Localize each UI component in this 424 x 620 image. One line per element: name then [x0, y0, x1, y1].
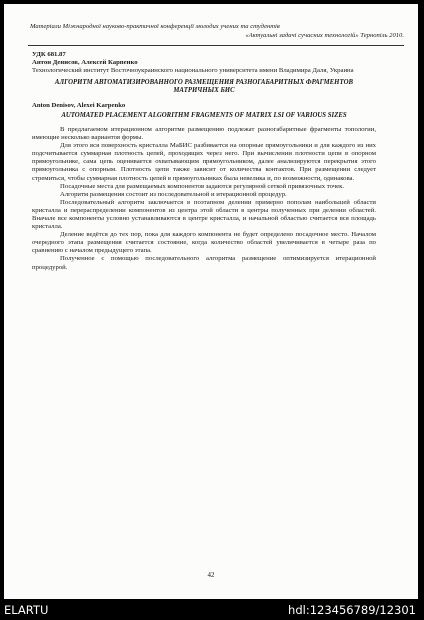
paragraph: Полученное с помощью последовательного алгоритма размещение оптимизируется итерационной процедурой.: [32, 255, 376, 271]
title-ru: АЛГОРИТМ АВТОМАТИЗИРОВАННОГО РАЗМЕЩЕНИЯ РАЗНОГАБАРИТНЫХ ФРАГМЕНТОВ МАТРИЧНЫХ БИС: [54, 79, 354, 95]
authors-ru: Антон Денисов, Алексей Карпенко: [32, 59, 138, 67]
paragraph: Посадочные места для размещаемых компонентов задаются регулярной сеткой привязочных точек.: [60, 182, 344, 190]
page-number: 42: [207, 571, 215, 579]
authors-en: Anton Denisov, Alexei Karpenko: [32, 101, 126, 109]
header-line-2: «Актуальні задачі сучасних технологій» Тернопіль 2010.: [245, 32, 404, 39]
header-rule: [28, 45, 404, 46]
udk-code: УДК 681.87: [32, 51, 66, 58]
conference-header: [30, 22, 404, 40]
paragraph: Последовательный алгоритм заключается в поэтапном делении примерно пополам наибольшей области кристалла и перераспределении компонентов из центра этой области в центры полученных при делении областей. Вначале все компоненты условно устанавливаются в центре кристалла, и начальной областью считается вся площадь кристалла.: [32, 198, 376, 231]
paragraph: Деление ведётся до тех пор, пока для каждого компонента не будет определено посадочное место. Началом очередного этапа размещения считается состояние, когда количество областей увеличивается в четыре раза по сравнению с началом предыдущего этапа.: [32, 231, 376, 255]
paragraph: Алгоритм размещения состоит из последовательной и итерационной процедур.: [60, 190, 287, 198]
title-en: AUTOMATED PLACEMENT ALGORITHM FRAGMENTS OF MATRIX LSI OF VARIOUS SIZES: [61, 111, 347, 119]
repository-name: ELARTU: [4, 603, 49, 617]
paragraph: Для этого вся поверхность кристалла МаБИС разбивается на опорные прямоугольники и для каждого из них подсчитывается суммарная плотность цепей, проходящих через него. При вычислении плотности цепи в опорном прямоугольнике, сама цепь оценивается охватывающим прямоугольником, далее анализируются перекрытия этого прямоугольника с опорным. Плотность цепи также зависит от количества контактов. При размещении следует стремиться, чтобы суммарная плотность цепей в прямоугольниках была невелика и, по возможности, одинакова.: [32, 142, 376, 182]
repository-footer: [0, 600, 424, 620]
header-line-1: Матеріали Міжнародної науково-практичної конференції молодих учених та студентів: [30, 23, 280, 30]
handle-identifier: hdl:123456789/12301: [288, 603, 416, 617]
affiliation: Технологический институт Восточноукраинского национального университета имени Владимира Даля, Украина: [32, 67, 354, 75]
paper-page: [4, 4, 418, 599]
article-body: [32, 51, 376, 272]
paragraph: В предлагаемом итерационном алгоритме размещению подлежат разногабаритные фрагменты топологии, имеющие несколько вариантов формы.: [32, 125, 376, 142]
